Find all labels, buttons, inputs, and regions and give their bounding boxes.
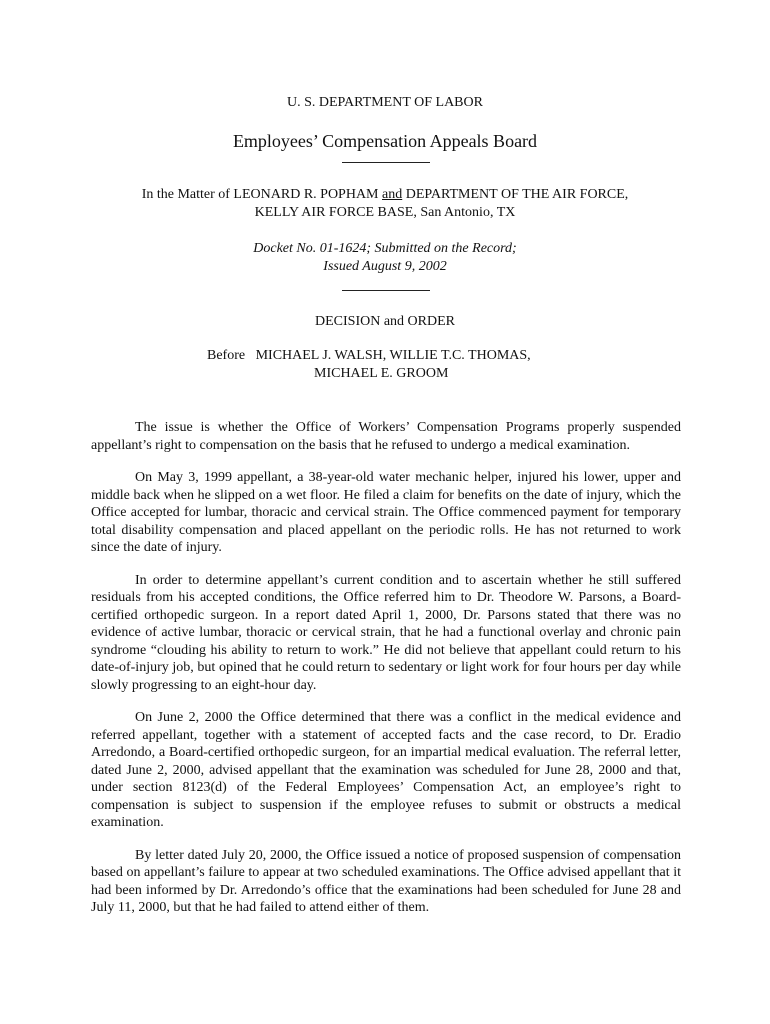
paragraph: On May 3, 1999 appellant, a 38-year-old water mechanic helper, injured his lower, upper and middle back when he slipped on a wet floor. He filed a claim for benefits on the date of injury, which the Office accepted for lumbar, thoracic and cervical strain. The Office commenced payment for temporary total disability compensation and placed appellant on the periodic rolls. He has not returned to work since the date of injury. — [91, 470, 681, 555]
docket-line-2: Issued August 9, 2002 — [323, 258, 447, 274]
paragraph: On June 2, 2000 the Office determined that there was a conflict in the medical evidence and referred appellant, together with a statement of accepted facts and the case record, to Dr. Eradio Arredondo, a Board-certified orthopedic surgeon, for an impartial medical evaluation. The referral letter, dated June 2, 2000, advised appellant that the examination was scheduled for June 28, 2000 and that, under section 8123(d) of the Federal Employees’ Compensation Act, an employee’s right to compensation is subject to suspension if the employee refuses to submit or obstructs a medical examination. — [91, 710, 681, 830]
board-title: Employees’ Compensation Appeals Board — [232, 131, 538, 151]
docket-line-1: Docket No. 01-1624; Submitted on the Record; — [253, 241, 517, 256]
caption-line-2: KELLY AIR FORCE BASE, San Antonio, TX — [254, 204, 516, 220]
docket-info — [0, 240, 770, 275]
decision-title: DECISION and ORDER — [315, 314, 455, 329]
panel-line-1: Before MICHAEL J. WALSH, WILLIE T.C. THOMAS, — [207, 348, 531, 363]
paragraph: In order to determine appellant’s current condition and to ascertain whether he still suffered residuals from his accepted conditions, the Office referred him to Dr. Theodore W. Parsons, a Board-certified orthopedic surgeon. In a report dated April 1, 2000, Dr. Parsons stated that there was no evidence of active lumbar, thoracic or cervical strain, that he had a functional overlay and chronic pain syndrome “clouding his ability to return to work.” He did not believe that appellant could return to his date-of-injury job, but opined that he could return to sedentary or light work for four hours per day while slowly progressing to an eight-hour day. — [91, 572, 681, 693]
caption-suffix: DEPARTMENT OF THE AIR FORCE, — [402, 187, 629, 202]
caption-prefix: In the Matter of LEONARD R. POPHAM — [141, 187, 383, 202]
case-caption — [0, 186, 770, 221]
paragraph: The issue is whether the Office of Workers’ Compensation Programs properly suspended appellant’s right to compensation on the basis that he refused to undergo a medical examination. — [91, 420, 681, 453]
opinion-body — [91, 419, 681, 932]
panel-line-2: MICHAEL E. GROOM — [314, 366, 449, 381]
caption-conjunction: and — [382, 187, 403, 202]
department-heading: U. S. DEPARTMENT OF LABOR — [287, 95, 483, 110]
divider-rule — [342, 290, 430, 291]
paragraph: By letter dated July 20, 2000, the Office issued a notice of proposed suspension of compensation based on appellant’s failure to appear at two scheduled examinations. The Office advised appellant that it had been informed by Dr. Arredondo’s office that the examinations had been scheduled for June 28 and July 11, 2000, but that he had failed to attend either of them. — [91, 847, 681, 915]
divider-rule — [342, 162, 430, 163]
